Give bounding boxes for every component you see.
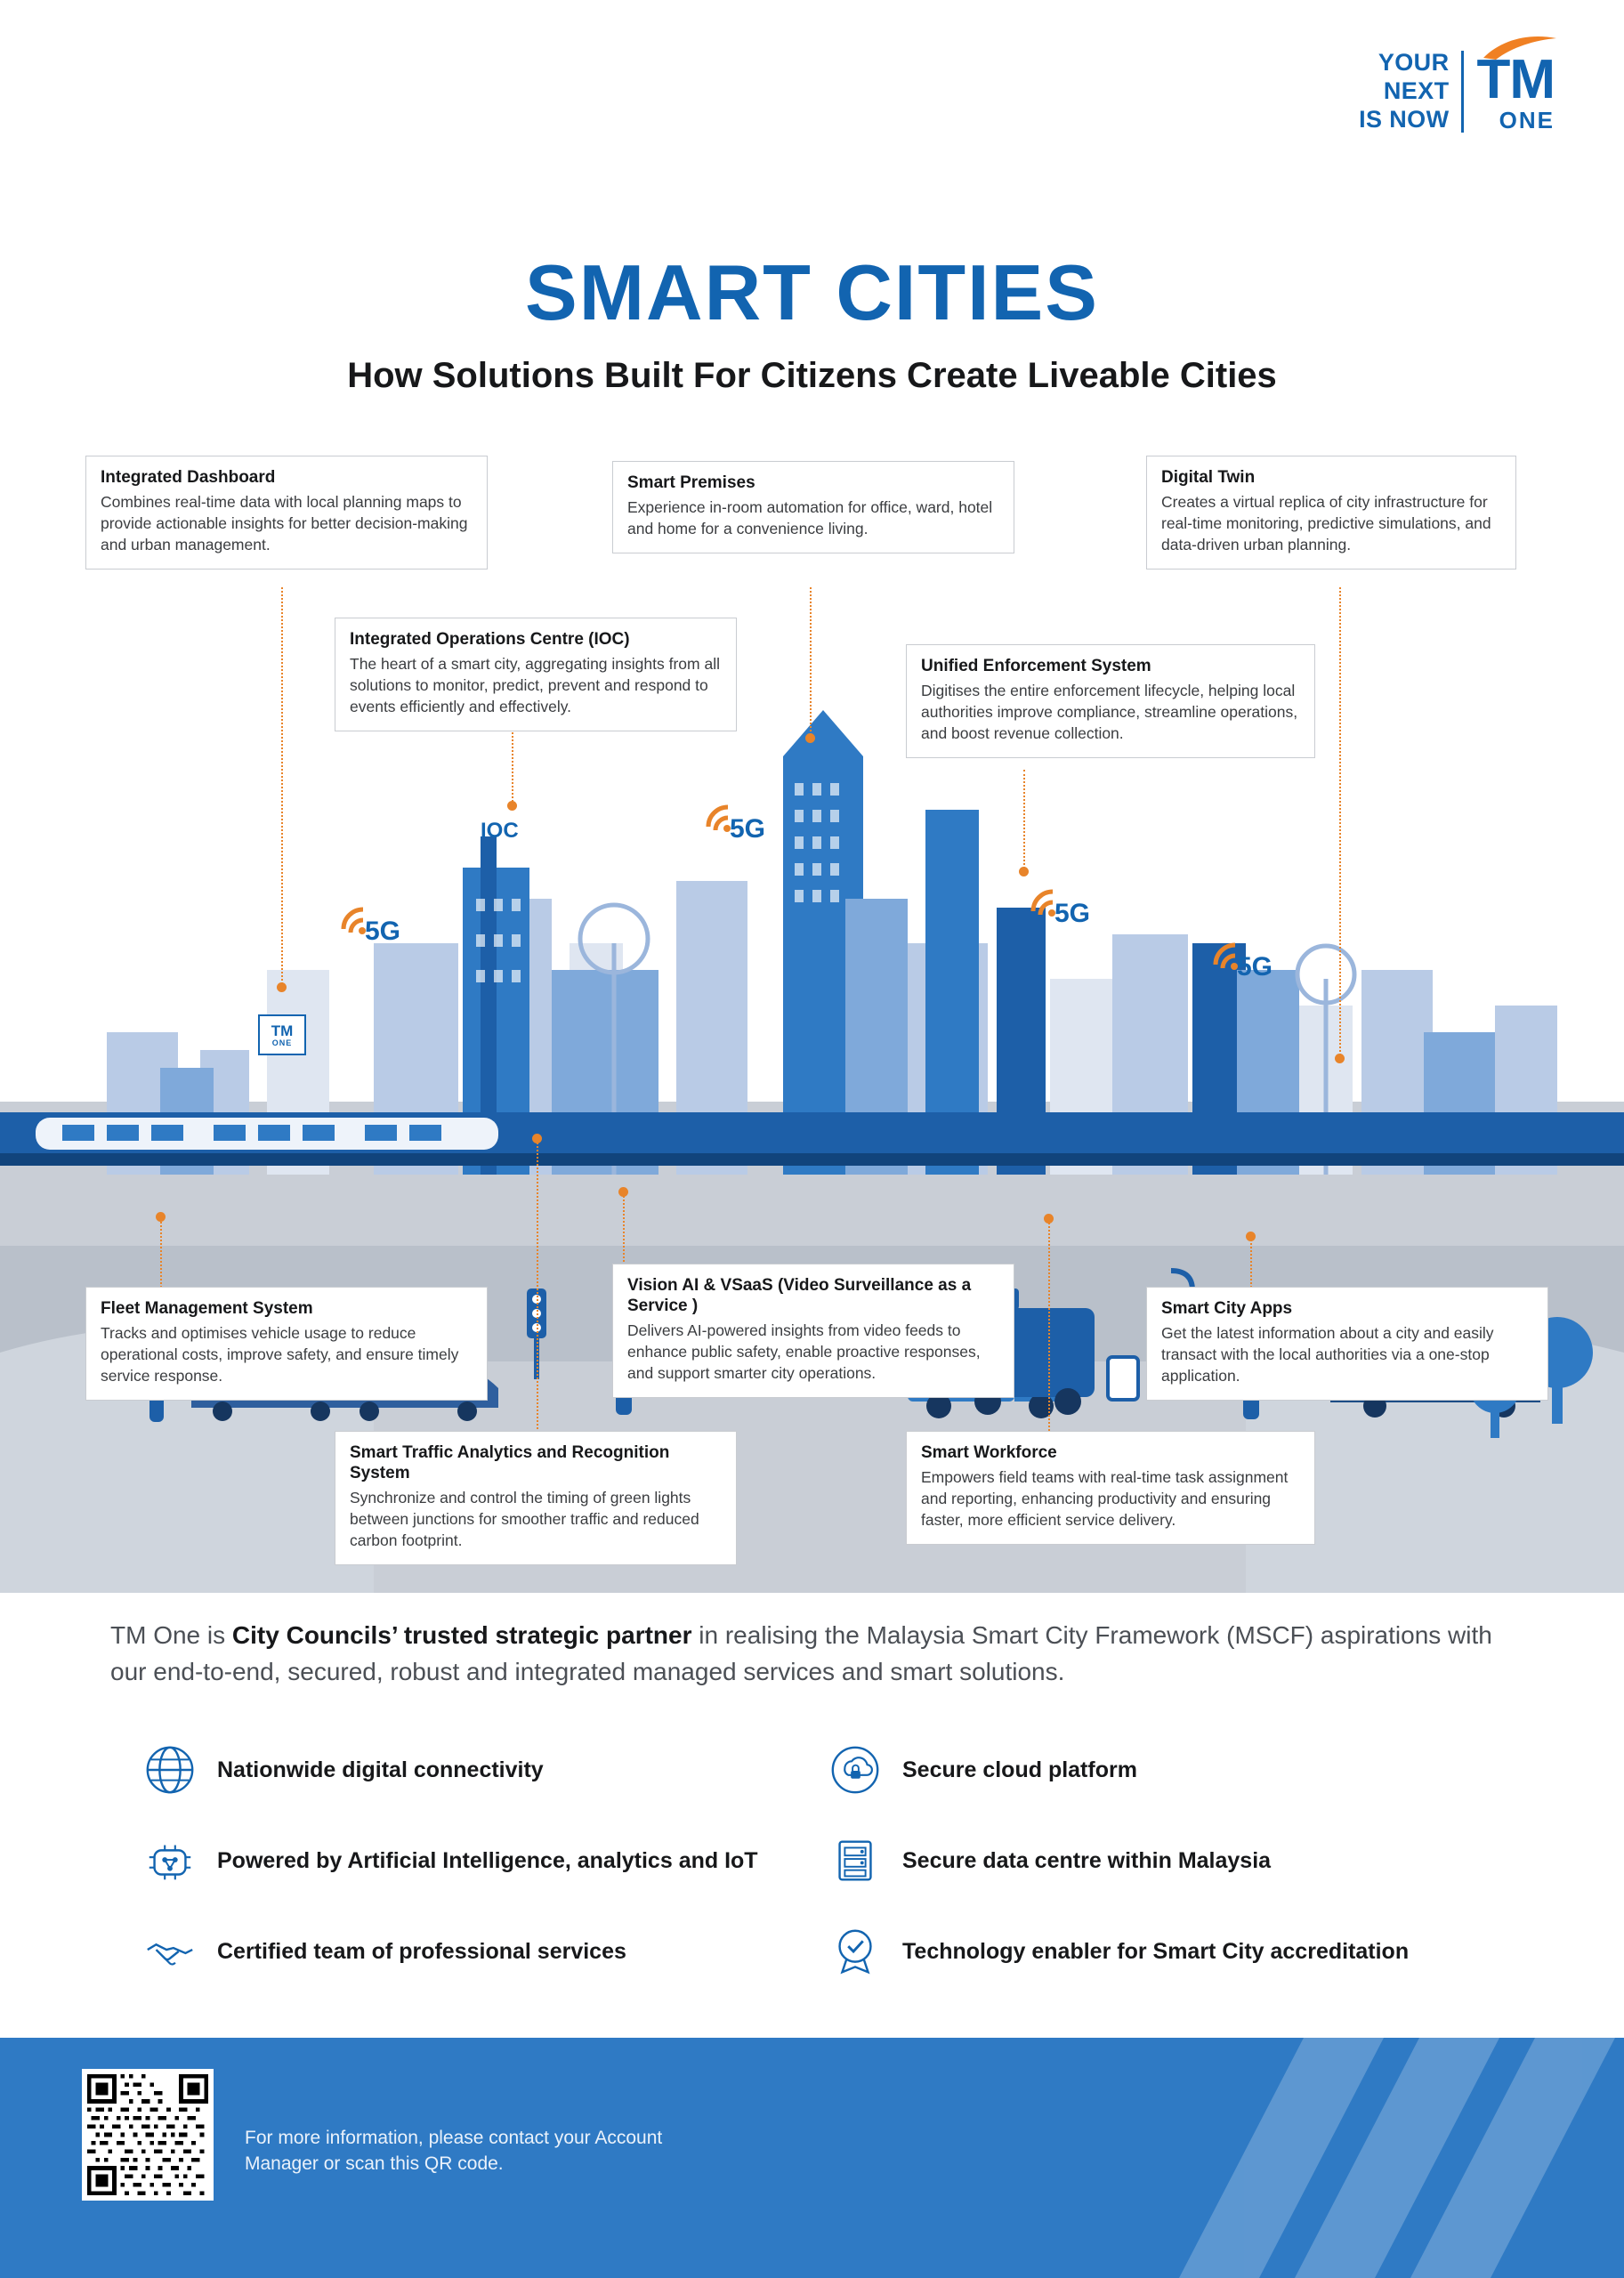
connector-dot-9	[1044, 1214, 1054, 1224]
feature-label: Secure cloud platform	[902, 1757, 1137, 1782]
connector-traffic	[537, 1139, 538, 1450]
callout-title: Smart Premises	[627, 473, 755, 492]
callout-integrated-operations-centre[interactable]	[335, 618, 737, 731]
callout-title: Smart City Apps	[1161, 1299, 1293, 1318]
feature-item-secure-data-centre	[828, 1833, 1513, 1888]
page-subtitle: How Solutions Built For Citizens Create Liveable Cities	[347, 356, 1277, 395]
connector-dot-5	[1335, 1054, 1345, 1063]
feature-item-ai-analytics-iot	[142, 1833, 828, 1888]
footer-note-line-2: Manager or scan this QR code.	[245, 2153, 504, 2175]
callout-body: The heart of a smart city, aggregating insights from all solutions to monitor, predict, prevent and respond to events efficiently and effectively.	[350, 655, 720, 715]
callout-fleet-management-system[interactable]	[85, 1287, 488, 1401]
city-skyline-graphic	[0, 676, 1624, 1593]
tagline-line-3: IS NOW	[1359, 105, 1450, 133]
callout-title: Fleet Management System	[101, 1299, 313, 1318]
connector-dot-2	[507, 801, 517, 811]
callout-title: Integrated Dashboard	[101, 468, 276, 487]
feature-label: Technology enabler for Smart City accreditation	[902, 1938, 1410, 1964]
tm-swoosh-icon	[1482, 35, 1558, 61]
feature-item-nationwide-connectivity	[142, 1742, 828, 1797]
globe-network-icon	[142, 1742, 198, 1797]
callout-body: Delivers AI-powered insights from video feeds to enhance public safety, enable proactive responses, and support smarter city operations.	[627, 1321, 981, 1382]
callout-vision-ai-vsaas[interactable]	[612, 1264, 1014, 1398]
tagline-line-2: NEXT	[1383, 77, 1450, 105]
one-text: ONE	[1499, 106, 1555, 133]
qr-code-graphic	[87, 2074, 208, 2195]
feature-list	[142, 1742, 1513, 1979]
connector-unified-enforcement	[1023, 770, 1025, 872]
partner-bold: City Councils’ trusted strategic partner	[231, 1621, 692, 1649]
award-badge-icon	[828, 1924, 883, 1979]
connector-integrated-dashboard	[281, 587, 283, 988]
handshake-icon	[142, 1924, 198, 1979]
tm-one-logo	[1359, 49, 1555, 134]
tm-marker-one: ONE	[271, 1038, 293, 1047]
connector-vision-ai	[623, 1192, 625, 1272]
connector-dot-4	[1019, 867, 1029, 876]
callout-body: Combines real-time data with local planning maps to provide actionable insights for better decision-making and urban management.	[101, 493, 468, 553]
feature-label: Secure data centre within Malaysia	[902, 1847, 1272, 1873]
tm-text: TM	[1476, 49, 1555, 110]
tm-wordmark	[1476, 49, 1555, 134]
cloud-lock-icon	[828, 1742, 883, 1797]
callout-title: Smart Workforce	[921, 1443, 1057, 1462]
fiveg-label-3: 5G	[1054, 899, 1091, 928]
fiveg-label-1: 5G	[365, 917, 401, 946]
callout-integrated-dashboard[interactable]	[85, 456, 488, 570]
tm-map-marker	[258, 1014, 306, 1055]
callout-smart-workforce[interactable]	[906, 1431, 1315, 1545]
callout-body: Digitises the entire enforcement lifecycle, helping local authorities improve compliance, streamline operations, and boost revenue collection.	[921, 682, 1298, 742]
callout-smart-traffic-analytics[interactable]	[335, 1431, 737, 1565]
callout-title: Vision AI & VSaaS (Video Surveillance as a Service )	[627, 1276, 972, 1316]
callout-unified-enforcement-system[interactable]	[906, 644, 1315, 758]
ioc-label: IOC	[481, 819, 519, 843]
feature-label: Nationwide digital connectivity	[217, 1757, 544, 1782]
callout-title: Digital Twin	[1161, 468, 1256, 487]
qr-code[interactable]	[82, 2069, 214, 2201]
callout-body: Empowers field teams with real-time task assignment and reporting, enhancing productivity and ensuring faster, more efficient service delivery.	[921, 1468, 1289, 1529]
callout-body: Tracks and optimises vehicle usage to reduce operational costs, improve safety, and ensure timely service response.	[101, 1324, 459, 1385]
city-illustration	[0, 676, 1624, 1593]
footer-contact-note	[245, 2125, 662, 2177]
connector-dot-10	[1246, 1232, 1256, 1241]
connector-fleet	[160, 1219, 162, 1290]
connector-smart-city-apps	[1250, 1237, 1252, 1290]
page-title: SMART CITIES	[525, 248, 1099, 336]
tm-marker-text: TM	[271, 1022, 294, 1039]
feature-item-technology-enabler	[828, 1924, 1513, 1979]
feature-item-certified-team	[142, 1924, 828, 1979]
partner-lead: TM One is	[110, 1621, 232, 1649]
connector-dot-1	[277, 982, 287, 992]
partner-section	[0, 1593, 1624, 2020]
fiveg-label-4: 5G	[1237, 952, 1273, 981]
partner-rest: in realising the Malaysia Smart City Framework (MSCF) aspirations with our end-to-end, secured, robust and integrated managed services and smart solutions.	[110, 1621, 1492, 1685]
logo-divider	[1461, 51, 1464, 133]
feature-item-secure-cloud	[828, 1742, 1513, 1797]
ai-chip-icon	[142, 1833, 198, 1888]
fiveg-label-2: 5G	[730, 814, 766, 844]
callout-body: Synchronize and control the timing of green lights between junctions for smoother traffic and reduced carbon footprint.	[350, 1489, 699, 1549]
callout-smart-city-apps[interactable]	[1146, 1287, 1548, 1401]
connector-dot-8	[618, 1187, 628, 1197]
connector-digital-twin	[1339, 587, 1341, 1059]
feature-label: Certified team of professional services	[217, 1938, 626, 1964]
callout-title: Smart Traffic Analytics and Recognition System	[350, 1443, 670, 1483]
connector-dot-6	[156, 1212, 166, 1222]
data-centre-icon	[828, 1833, 883, 1888]
footer-stripes-decoration	[1072, 2038, 1624, 2278]
callout-digital-twin[interactable]	[1146, 456, 1516, 570]
connector-workforce	[1048, 1219, 1050, 1442]
partner-statement	[110, 1618, 1530, 1690]
connector-dot-7	[532, 1134, 542, 1143]
callout-smart-premises[interactable]	[612, 461, 1014, 553]
feature-label: Powered by Artificial Intelligence, analytics and IoT	[217, 1847, 758, 1873]
callout-body: Creates a virtual replica of city infrastructure for real-time monitoring, predictive simulations, and data-driven urban planning.	[1161, 493, 1491, 553]
connector-dot-3	[805, 733, 815, 743]
footer	[0, 2038, 1624, 2278]
connector-smart-premises	[810, 587, 812, 739]
brand-tagline	[1359, 49, 1449, 134]
callout-title: Integrated Operations Centre (IOC)	[350, 630, 630, 649]
callout-title: Unified Enforcement System	[921, 657, 1151, 675]
callout-body: Experience in-room automation for office, ward, hotel and home for a convenience living.	[627, 498, 993, 537]
callout-body: Get the latest information about a city and easily transact with the local authorities via a one-stop application.	[1161, 1324, 1494, 1385]
footer-note-line-1: For more information, please contact your Account	[245, 2128, 663, 2148]
tagline-line-1: YOUR	[1378, 49, 1450, 77]
